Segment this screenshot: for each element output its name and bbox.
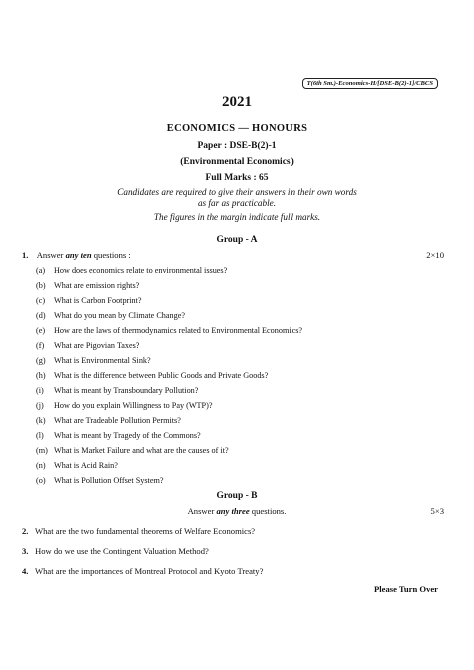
sub-question [36, 431, 201, 440]
sub-question-text: What are Tradeable Pollution Permits? [54, 416, 181, 425]
question-1-marks: 2×10 [426, 250, 444, 260]
sub-question-label: (h) [36, 371, 46, 380]
sub-question-text: How are the laws of thermodynamics related to Environmental Economics? [54, 326, 303, 335]
question-text-before: Answer [36, 250, 66, 260]
question-number: 2. [22, 526, 29, 536]
group-a-heading: Group - A [216, 235, 258, 245]
sub-question [36, 401, 212, 410]
sub-question-label: (j) [36, 401, 44, 410]
sub-question-text: What is Acid Rain? [54, 461, 118, 470]
sub-question-label: (c) [36, 296, 46, 305]
sub-question-label: (l) [36, 431, 44, 440]
sub-question-text: How do you explain Willingness to Pay (WTP)? [54, 401, 213, 410]
sub-question-label: (k) [36, 416, 46, 425]
instruction-line-3: The figures in the margin indicate full marks. [153, 212, 321, 222]
sub-question [36, 311, 185, 320]
sub-question [36, 341, 139, 350]
sub-question [36, 296, 142, 305]
sub-question-label: (g) [36, 356, 46, 365]
instruction-text-before: Answer [187, 506, 217, 516]
sub-question [36, 281, 139, 290]
sub-question-text: What is meant by Transboundary Pollution? [54, 386, 199, 395]
sub-question-text: What are emission rights? [54, 281, 140, 290]
sub-question-label: (d) [36, 311, 46, 320]
question-3 [22, 546, 209, 556]
instruction-emphasis: any three [216, 506, 250, 516]
instruction-line-1: Candidates are required to give their answers in their own words [117, 187, 357, 197]
sub-question [36, 356, 151, 365]
sub-question-text: What is Market Failure and what are the causes of it? [54, 446, 229, 455]
sub-question-text: What is meant by Tragedy of the Commons? [54, 431, 201, 440]
question-text: What are the two fundamental theorems of Welfare Economics? [35, 526, 256, 536]
group-b-marks: 5×3 [430, 506, 444, 516]
sub-question [36, 446, 229, 455]
instruction-text-after: questions. [249, 506, 287, 516]
full-marks: Full Marks : 65 [205, 173, 269, 183]
sub-question [36, 371, 268, 380]
question-number: 1. [22, 250, 29, 260]
sub-question-label: (f) [36, 341, 45, 350]
sub-question-text: What are Pigovian Taxes? [54, 341, 140, 350]
sub-question [36, 476, 163, 485]
sub-question [36, 416, 181, 425]
group-b-heading: Group - B [216, 491, 258, 501]
sub-question-text: What is Pollution Offset System? [54, 476, 164, 485]
sub-question [36, 386, 198, 395]
sub-question-label: (a) [36, 266, 46, 275]
question-2 [22, 526, 255, 536]
paper-title: (Environmental Economics) [180, 157, 294, 167]
question-text-after: questions : [91, 250, 131, 260]
sub-question-text: What is Environmental Sink? [54, 356, 151, 365]
please-turn-over: Please Turn Over [374, 584, 438, 594]
question-number: 4. [22, 566, 29, 576]
paper-number: Paper : DSE-B(2)-1 [197, 141, 277, 151]
question-text: How do we use the Contingent Valuation Method? [35, 546, 209, 556]
sub-question [36, 461, 118, 470]
question-1 [22, 250, 131, 260]
question-emphasis: any ten [65, 250, 92, 260]
question-4 [22, 566, 263, 576]
sub-question-text: How does economics relate to environmental issues? [54, 266, 228, 275]
sub-question [36, 266, 227, 275]
sub-question-label: (m) [36, 446, 48, 455]
sub-question-label: (b) [36, 281, 46, 290]
question-number: 3. [22, 546, 29, 556]
sub-question [36, 326, 302, 335]
group-b-instruction [0, 506, 474, 516]
sub-question-label: (e) [36, 326, 46, 335]
instruction-line-2: as far as practicable. [197, 198, 277, 208]
paper-code-box: T(6th Sm.)-Economics-H/[DSE-B(2)-1]/CBCS [302, 78, 438, 89]
sub-question-text: What is the difference between Public Goods and Private Goods? [54, 371, 269, 380]
sub-question-label: (n) [36, 461, 46, 470]
sub-question-label: (o) [36, 476, 46, 485]
sub-question-text: What do you mean by Climate Change? [54, 311, 185, 320]
sub-question-label: (i) [36, 386, 44, 395]
exam-year: 2021 [222, 94, 252, 110]
question-text: What are the importances of Montreal Protocol and Kyoto Treaty? [35, 566, 264, 576]
subject-title: ECONOMICS — HONOURS [166, 123, 308, 134]
sub-question-text: What is Carbon Footprint? [54, 296, 142, 305]
